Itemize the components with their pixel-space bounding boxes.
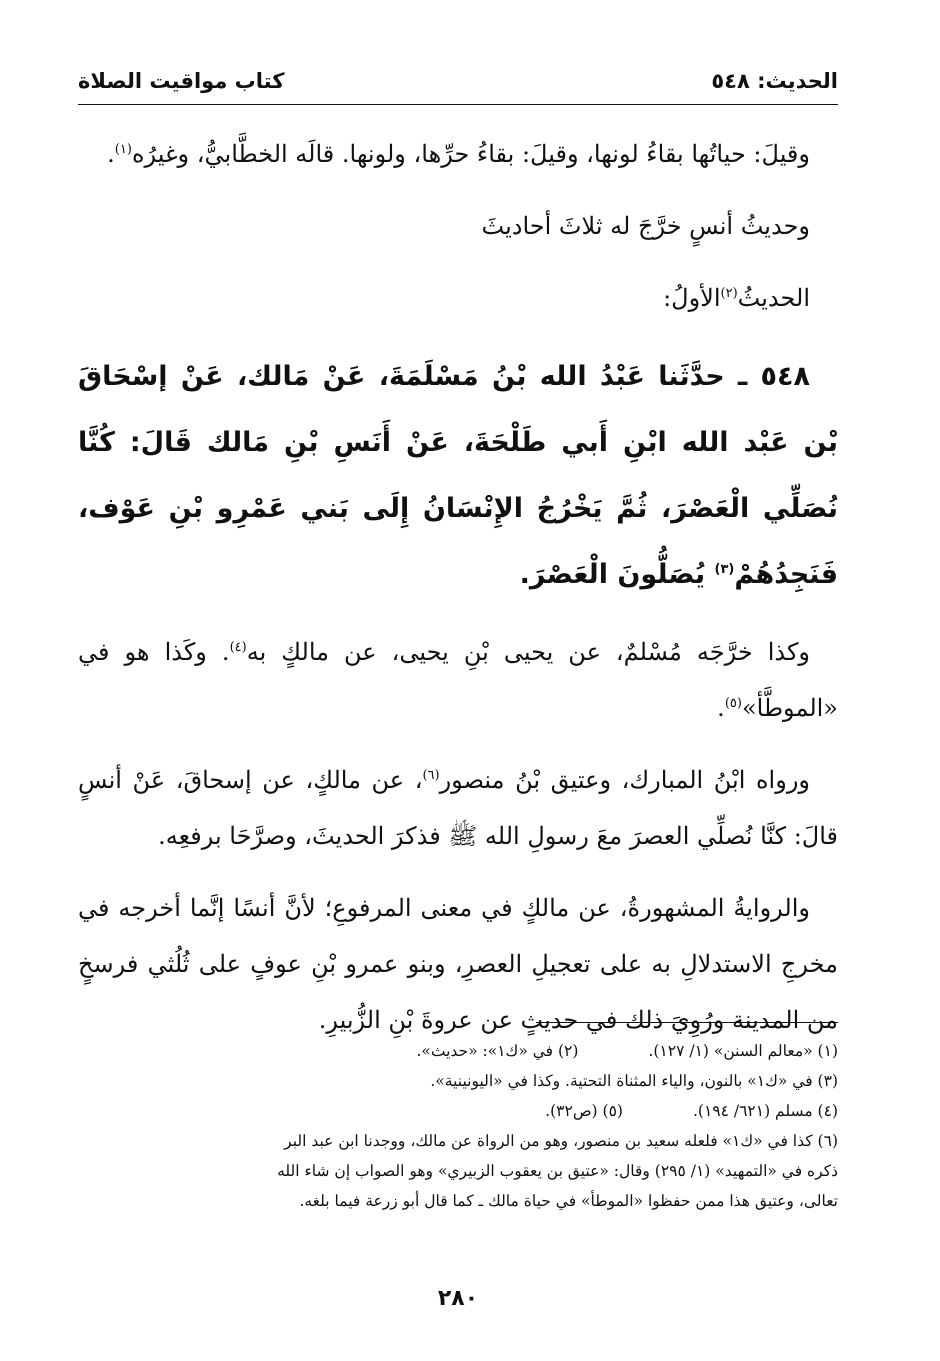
subheading-first-hadith	[78, 270, 838, 326]
main-text	[78, 126, 838, 1048]
footnote-ref: (٤)	[229, 640, 247, 655]
footnote-3: (٣) في «ك١» بالنون، والياء المثناة التحتية. وكذا في «اليونينية».	[430, 1072, 838, 1090]
paragraph-ibn-mubarak	[78, 752, 838, 864]
footnote-ref: (٥)	[724, 696, 742, 711]
page-number: ٢٨٠	[437, 1286, 479, 1311]
paragraph-text: الأولُ:	[663, 284, 721, 312]
footnote-6-line-1: (٦) كذا في «ك١» فلعله سعيد بن منصور، وهو من الرواة عن مالك، ووجدنا ابن عبد البر	[284, 1132, 838, 1150]
paragraph-text: ورواه ابْنُ المبارك، وعتيق بْنُ منصور	[439, 766, 810, 794]
running-header	[78, 64, 838, 98]
footnote-5: (٥) (ص٣٢).	[545, 1102, 623, 1120]
paragraph-text: . وكَذا هو في «الموطَّأ»	[78, 638, 838, 722]
header-rule	[78, 104, 838, 105]
paragraph-commentary	[78, 126, 838, 182]
paragraph-text: الحديثُ	[737, 284, 810, 312]
paragraph-muslim	[78, 624, 838, 736]
footnote-ref: (٦)	[422, 768, 440, 783]
footnote-rule	[536, 1022, 838, 1023]
footnote-1: (١) «معالم السنن» (١/ ١٢٧).	[648, 1042, 838, 1060]
hadith-text-part: يُصَلُّونَ الْعَصْرَ.	[519, 559, 706, 590]
paragraph-text: وحديثُ أنسٍ خرَّجَ له ثلاثَ أحاديثَ	[481, 212, 810, 240]
footnotes	[78, 1036, 838, 1216]
header-hadith-number: الحديث: ٥٤٨	[711, 69, 838, 93]
footnote-ref: (٣)	[714, 562, 735, 577]
footnote-6-line-2: ذكره في «التمهيد» (١/ ٢٩٥) وقال: «عتيق بن يعقوب الزبيري» وهو الصواب إن شاء الله	[277, 1162, 838, 1180]
paragraph-text: .	[717, 694, 725, 722]
hadith-text	[78, 344, 838, 608]
footnote-ref: (٢)	[720, 286, 738, 301]
footnote-4: (٤) مسلم (٦٢١/ ١٩٤).	[692, 1102, 838, 1120]
footnote-6-line-3: تعالى، وعتيق هذا ممن حفظوا «الموطأ» في حياة مالك ـ كما قال أبو زرعة فيما بلغه.	[299, 1192, 838, 1210]
footnote-row	[78, 1096, 838, 1126]
hadith-text-part: ٥٤٨ ـ حدَّثَنا عَبْدُ الله بْنُ مَسْلَمَةَ، عَنْ مَالك، عَنْ إسْحَاقَ بْن عَبْد الله ابْنِ أَبي طَلْحَةَ، عَنْ أَنَسِ بْنِ مَالك قَالَ: كُنَّا نُصَلِّي الْعَصْرَ، ثُمَّ يَخْرُجُ الإِنْسَانُ إِلَى بَني عَمْرِو بْنِ عَوْف، فَنَجِدُهُمْ	[78, 361, 838, 590]
header-book-title: كتاب مواقيت الصلاة	[78, 69, 285, 93]
footnote-2: (٢) في «ك١»: «حديث».	[416, 1042, 579, 1060]
paragraph-text: والروايةُ المشهورةُ، عن مالكٍ في معنى المرفوعِ؛ لأنَّ أنسًا إنَّما أخرجه في مخرجِ الاستدلالِ به على تعجيلِ العصرِ، وبنو عمرو بْنِ عوفٍ على ثُلُثي فرسخٍ من المدينة ورُوِيَ ذلك في حديثٍ عن عروةَ بْنِ الزُّبيرِ.	[78, 894, 838, 1034]
paragraph-anas	[78, 198, 838, 254]
paragraph-text: وقيلَ: حياتُها بقاءُ لونها، وقيلَ: بقاءُ حرِّها، ولونها. قالَه الخطَّابيُّ، وغيرُه	[131, 140, 810, 168]
book-page	[78, 64, 838, 1344]
paragraph-text: وكذا خرَّجَه مُسْلمٌ، عن يحيى بْنِ يحيى، عن مالكٍ به	[246, 638, 810, 666]
paragraph-text: .	[107, 140, 115, 168]
footnote-ref: (١)	[114, 142, 132, 157]
paragraph-text: ، عن مالكٍ، عن إسحاقَ، عَنْ أنسٍ قالَ: كنَّا نُصلِّي العصرَ معَ رسولِ الله ﷺ فذكرَ الحديثَ، وصرَّحَا برفعِه.	[78, 766, 838, 850]
footnote-row	[78, 1036, 838, 1066]
